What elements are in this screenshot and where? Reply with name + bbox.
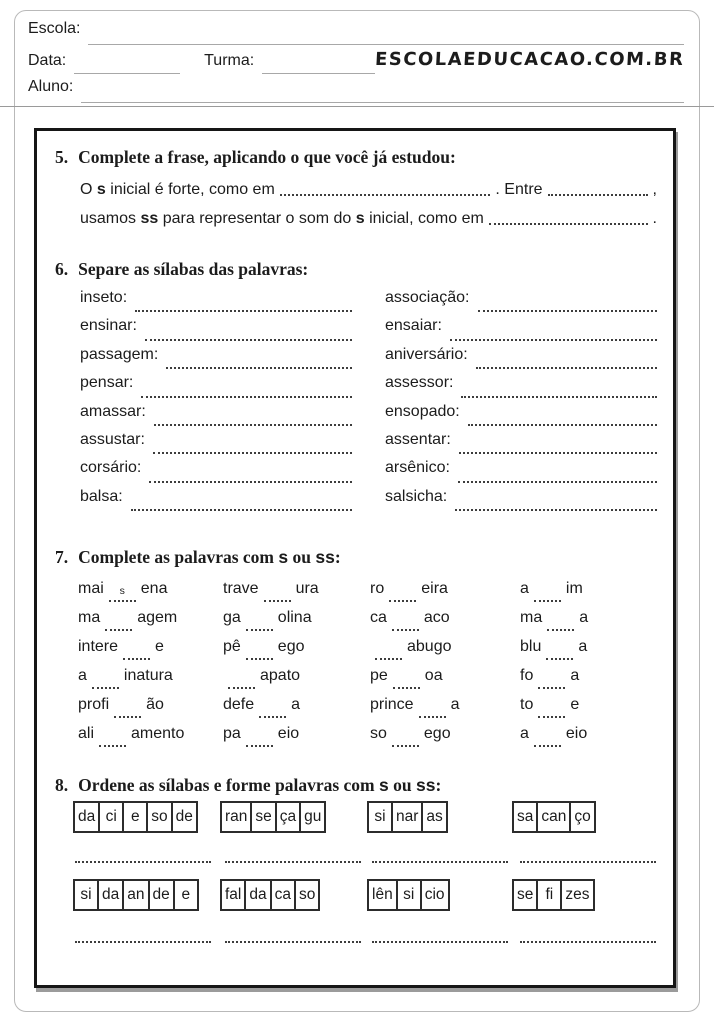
- answer-blank[interactable]: [455, 509, 657, 511]
- answer-blank[interactable]: [468, 424, 657, 426]
- answer-blank[interactable]: [246, 629, 273, 631]
- syllable-cell: si: [367, 801, 393, 833]
- question-7-title: [37, 547, 673, 568]
- word-prefix: prince: [370, 696, 414, 713]
- fill-blank-item: [370, 721, 520, 750]
- answer-blank[interactable]: [75, 861, 211, 863]
- syllable-cell: de: [148, 879, 175, 911]
- answer-blank[interactable]: [461, 396, 657, 398]
- q6-right-column: [385, 289, 657, 516]
- answer-blank[interactable]: [547, 629, 574, 631]
- question-number: 6.: [55, 259, 69, 279]
- answer-blank[interactable]: [264, 600, 291, 602]
- school-field[interactable]: [88, 44, 684, 45]
- word-prefix: so: [370, 725, 387, 742]
- word-suffix: eio: [565, 725, 588, 742]
- syllable-row-1: [37, 801, 673, 835]
- answer-line-row-1: [37, 861, 673, 865]
- date-field[interactable]: [74, 73, 180, 74]
- word-prefix: ro: [370, 580, 385, 597]
- syllable-cell: fi: [536, 879, 562, 911]
- answer-blank[interactable]: [114, 716, 141, 718]
- syllable-cell: so: [294, 879, 320, 911]
- fill-blank-item: [78, 721, 223, 750]
- question-8-title: [37, 775, 673, 796]
- syllable-cell: ça: [275, 801, 301, 833]
- syllable-cell: so: [146, 801, 172, 833]
- word-suffix: eira: [421, 580, 448, 597]
- syllable-cell: se: [512, 879, 538, 911]
- word-label: ensaiar:: [385, 317, 442, 335]
- answer-blank[interactable]: [546, 658, 573, 660]
- answer-blank[interactable]: [99, 745, 126, 747]
- fill-blank-item: [520, 605, 657, 634]
- word-prefix: trave: [223, 580, 259, 597]
- word-prefix: a: [520, 580, 529, 597]
- answer-blank[interactable]: [154, 424, 352, 426]
- answer-blank[interactable]: [246, 658, 273, 660]
- word-suffix: a: [450, 696, 460, 713]
- fill-blank-item: [78, 605, 223, 634]
- word-label: aniversário:: [385, 345, 468, 363]
- syllable-cell: lên: [367, 879, 398, 911]
- student-row: [28, 78, 684, 107]
- answer-blank[interactable]: [538, 716, 565, 718]
- answer-blank[interactable]: [75, 941, 211, 943]
- answer-blank[interactable]: [538, 687, 565, 689]
- answer-blank[interactable]: [145, 339, 352, 341]
- word-suffix: oa: [424, 667, 443, 684]
- answer-blank[interactable]: [246, 745, 273, 747]
- question-5: [37, 147, 673, 228]
- word-prefix: fo: [520, 667, 534, 684]
- date-class-row: [28, 49, 684, 78]
- syllable-cell: da: [97, 879, 124, 911]
- fill-blank-item: [520, 663, 657, 692]
- school-row: [28, 20, 684, 49]
- question-8: [37, 775, 673, 903]
- site-watermark: ESCOLAEDUCACAO.COM.BR: [374, 49, 685, 70]
- word-prefix: to: [520, 696, 534, 713]
- fill-blank-item: [78, 634, 223, 663]
- answer-blank[interactable]: [141, 396, 352, 398]
- word-suffix: ena: [140, 580, 168, 597]
- syllable-cell: ran: [220, 801, 252, 833]
- fill-blank-item: [520, 692, 657, 721]
- word-prefix: pê: [223, 638, 241, 655]
- word-prefix: defe: [223, 696, 255, 713]
- answer-blank[interactable]: [280, 194, 491, 196]
- answer-blank[interactable]: [92, 687, 119, 689]
- fill-blank-item: [223, 634, 370, 663]
- syllable-cell: se: [250, 801, 276, 833]
- syllable-cell: ca: [270, 879, 296, 911]
- student-label: Aluno:: [28, 78, 74, 95]
- q5-sentence-2: [37, 210, 673, 228]
- word-row: [80, 403, 352, 431]
- answer-blank[interactable]: [520, 861, 656, 863]
- word-prefix: a: [520, 725, 529, 742]
- word-label: corsário:: [80, 459, 142, 477]
- answer-blank[interactable]: [166, 367, 352, 369]
- question-title-text: Ordene as sílabas e forme palavras com s ou ss:: [78, 775, 442, 795]
- word-suffix: ego: [277, 638, 305, 655]
- word-row: [80, 431, 352, 459]
- exercises-box: [34, 128, 676, 988]
- answer-blank[interactable]: [534, 600, 561, 602]
- fill-blank-item: [370, 692, 520, 721]
- word-label: inseto:: [80, 289, 128, 306]
- syllable-group: [220, 801, 326, 833]
- answer-blank[interactable]: [419, 716, 446, 718]
- answer-blank[interactable]: [372, 941, 508, 943]
- syllable-group: [512, 801, 596, 833]
- school-label: Escola:: [28, 20, 81, 37]
- word-row: [80, 289, 352, 317]
- word-label: balsa:: [80, 487, 123, 505]
- word-prefix: a: [78, 667, 87, 684]
- syllable-cell: de: [171, 801, 198, 833]
- word-row: [80, 346, 352, 374]
- answer-blank[interactable]: [149, 481, 352, 483]
- syllable-cell: e: [173, 879, 199, 911]
- answer-blank[interactable]: [392, 745, 419, 747]
- header-divider: [0, 106, 714, 107]
- word-prefix: profi: [78, 696, 110, 713]
- syllable-cell: da: [244, 879, 271, 911]
- word-label: assessor:: [385, 374, 454, 392]
- syllable-cell: fal: [220, 879, 246, 911]
- student-field[interactable]: [81, 102, 684, 103]
- word-suffix: abugo: [407, 638, 452, 655]
- question-number: 7.: [55, 547, 69, 567]
- answer-blank[interactable]: [389, 600, 416, 602]
- answer-blank[interactable]: [135, 310, 352, 312]
- syllable-cell: si: [396, 879, 422, 911]
- fill-blank-item: [78, 692, 223, 721]
- question-title-text: Complete a frase, aplicando o que você já estudou:: [78, 147, 456, 167]
- word-prefix: ma: [78, 609, 101, 626]
- word-row: [80, 317, 352, 345]
- word-prefix: mai: [78, 580, 104, 597]
- syllable-cell: an: [122, 879, 149, 911]
- word-label: pensar:: [80, 374, 134, 392]
- q5-sentence-1: [37, 181, 673, 199]
- class-field[interactable]: [262, 73, 374, 74]
- word-prefix: ma: [520, 609, 543, 626]
- answer-blank[interactable]: [131, 509, 352, 511]
- word-suffix: ego: [423, 725, 451, 742]
- word-label: ensopado:: [385, 402, 460, 420]
- answer-blank[interactable]: [259, 716, 286, 718]
- fill-blank-item: [520, 721, 657, 750]
- word-suffix: im: [565, 580, 583, 597]
- syllable-group: [73, 801, 198, 833]
- sentence-segment: O s inicial é forte, como em: [80, 181, 275, 198]
- syllable-cell: cio: [420, 879, 450, 911]
- answer-blank[interactable]: [458, 481, 657, 483]
- question-6-title: [37, 259, 673, 280]
- word-prefix: ali: [78, 725, 95, 742]
- sentence-segment: ,: [652, 181, 657, 198]
- question-5-title: [37, 147, 673, 168]
- word-suffix: a: [291, 696, 301, 713]
- word-prefix: ca: [370, 609, 387, 626]
- fill-blank-item: [223, 605, 370, 634]
- word-prefix: blu: [520, 638, 542, 655]
- syllable-cell: sa: [512, 801, 538, 833]
- word-suffix: ão: [146, 696, 164, 713]
- fill-blank-item: [520, 576, 657, 605]
- word-row: [385, 431, 657, 459]
- fill-blank-item: [370, 605, 520, 634]
- answer-blank[interactable]: [109, 585, 136, 602]
- answer-blank[interactable]: [548, 194, 648, 196]
- word-suffix: apato: [260, 667, 301, 684]
- answer-blank[interactable]: [105, 629, 132, 631]
- syllable-cell: zes: [560, 879, 594, 911]
- syllable-cell: as: [421, 801, 447, 833]
- answer-blank[interactable]: [225, 861, 361, 863]
- fill-blank-item: [78, 576, 223, 605]
- word-label: assentar:: [385, 430, 451, 448]
- word-row: [385, 374, 657, 402]
- answer-blank[interactable]: [153, 452, 352, 454]
- syllable-group: [367, 801, 448, 833]
- sentence-segment: . Entre: [495, 181, 543, 198]
- syllable-group: [220, 879, 320, 911]
- answer-blank[interactable]: [372, 861, 508, 863]
- word-label: salsicha:: [385, 487, 448, 505]
- sentence-segment: usamos ss para representar o som do s inicial, como em: [80, 210, 484, 227]
- syllable-group: [512, 879, 595, 911]
- word-row: [80, 374, 352, 402]
- answer-blank[interactable]: [228, 687, 255, 689]
- word-suffix: eio: [277, 725, 300, 742]
- question-7: [37, 547, 673, 750]
- word-row: [385, 289, 657, 317]
- answer-blank[interactable]: [534, 745, 561, 747]
- answer-blank[interactable]: [375, 658, 402, 660]
- word-suffix: inatura: [123, 667, 173, 684]
- word-label: ensinar:: [80, 317, 137, 335]
- answer-blank[interactable]: [393, 687, 420, 689]
- word-suffix: aco: [423, 609, 450, 626]
- syllable-cell: can: [536, 801, 571, 833]
- fill-blank-item: [370, 576, 520, 605]
- fill-blank-item: [78, 663, 223, 692]
- question-title-text: Separe as sílabas das palavras:: [78, 259, 309, 279]
- word-suffix: e: [570, 696, 580, 713]
- word-row: [385, 346, 657, 374]
- syllable-cell: ci: [98, 801, 124, 833]
- syllable-cell: nar: [391, 801, 423, 833]
- answer-line-row-2: [37, 941, 673, 945]
- answer-blank[interactable]: [123, 658, 150, 660]
- syllable-group: [73, 879, 199, 911]
- word-label: passagem:: [80, 345, 159, 363]
- question-number: 5.: [55, 147, 69, 167]
- word-suffix: a: [579, 609, 589, 626]
- word-prefix: ga: [223, 609, 241, 626]
- q6-left-column: [80, 289, 352, 516]
- fill-blank-item: [223, 692, 370, 721]
- syllable-cell: da: [73, 801, 100, 833]
- word-suffix: ura: [295, 580, 319, 597]
- answer-blank[interactable]: [489, 223, 648, 225]
- answer-blank[interactable]: [450, 339, 657, 341]
- word-prefix: pe: [370, 667, 388, 684]
- syllable-cell: si: [73, 879, 99, 911]
- word-suffix: a: [578, 638, 588, 655]
- fill-blank-item: [370, 634, 520, 663]
- word-prefix: intere: [78, 638, 119, 655]
- word-suffix: amento: [131, 725, 185, 742]
- q7-grid: [78, 576, 657, 750]
- answer-blank[interactable]: [392, 629, 419, 631]
- fill-blank-item: [370, 663, 520, 692]
- class-label: Turma:: [204, 52, 255, 69]
- word-label: associação:: [385, 289, 470, 306]
- word-suffix: a: [570, 667, 580, 684]
- syllable-cell: gu: [299, 801, 326, 833]
- word-row: [385, 317, 657, 345]
- sentence-segment: .: [652, 210, 657, 227]
- syllable-group: [367, 879, 450, 911]
- word-row: [80, 459, 352, 487]
- question-6: [37, 259, 673, 505]
- fill-blank-item: [223, 721, 370, 750]
- word-prefix: pa: [223, 725, 241, 742]
- worksheet-header: [28, 20, 684, 107]
- word-label: assustar:: [80, 430, 145, 448]
- fill-blank-item: [223, 663, 370, 692]
- word-label: amassar:: [80, 402, 146, 420]
- syllable-cell: e: [122, 801, 148, 833]
- word-row: [385, 403, 657, 431]
- answer-blank[interactable]: [476, 367, 657, 369]
- word-row: [385, 488, 657, 516]
- fill-blank-item: [223, 576, 370, 605]
- answer-blank[interactable]: [478, 310, 658, 312]
- word-suffix: olina: [277, 609, 312, 626]
- word-suffix: agem: [137, 609, 178, 626]
- word-row: [385, 459, 657, 487]
- syllable-cell: ço: [569, 801, 595, 833]
- word-suffix: e: [155, 638, 164, 655]
- word-label: arsênico:: [385, 459, 450, 477]
- question-number: 8.: [55, 775, 69, 795]
- answer-blank[interactable]: [225, 941, 361, 943]
- fill-blank-item: [520, 634, 657, 663]
- answer-blank[interactable]: [520, 941, 656, 943]
- word-row: [80, 488, 352, 516]
- question-title-text: Complete as palavras com s ou ss:: [78, 547, 341, 567]
- syllable-row-2: [37, 879, 673, 913]
- answer-blank[interactable]: [459, 452, 657, 454]
- date-label: Data:: [28, 52, 67, 69]
- example-answer: s: [119, 585, 125, 597]
